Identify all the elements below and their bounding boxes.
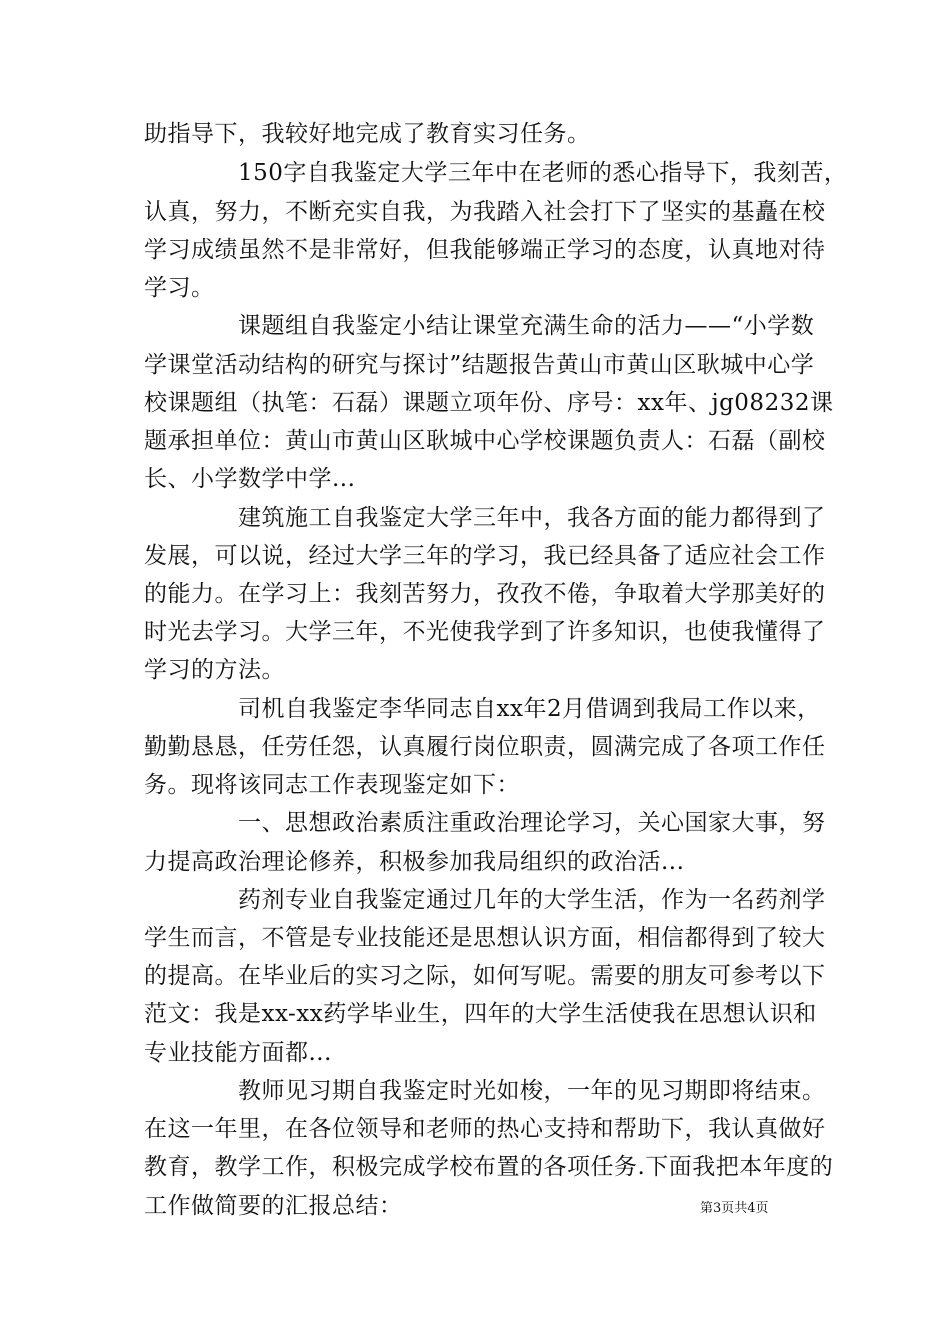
text-line: 力提高政治理论修养，积极参加我局组织的政治活... [144,849,685,875]
text-line: 建筑施工自我鉴定大学三年中，我各方面的能力都得到了 [144,505,826,531]
text-line: 长、小学数学中学... [144,466,356,492]
page-number-footer: 第3页共4页 [700,1201,769,1216]
text-line: 教育，教学工作，积极完成学校布置的各项任务.下面我把本年度的 [144,1154,834,1180]
text-line: 学习成绩虽然不是非常好，但我能够端正学习的态度，认真地对待 [144,237,826,263]
text-line: 教师见习期自我鉴定时光如梭，一年的见习期即将结束。 [144,1078,826,1104]
text-line: 的提高。在毕业后的实习之际，如何写呢。需要的朋友可参考以下 [144,963,826,989]
text-line: 在这一年里，在各位领导和老师的热心支持和帮助下，我认真做好 [144,1116,826,1142]
text-line: 认真，努力，不断充实自我，为我踏入社会打下了坚实的基矗在校 [144,199,826,225]
text-line: 发展，可以说，经过大学三年的学习，我已经具备了适应社会工作 [144,543,826,569]
text-line: 校课题组（执笔：石磊）课题立项年份、序号：xx年、jg08232课 [144,390,834,416]
text-line: 的能力。在学习上：我刻苦努力，孜孜不倦，争取着大学那美好的 [144,581,826,607]
text-line: 学生而言，不管是专业技能还是思想认识方面，相信都得到了较大 [144,925,826,951]
text-line: 题承担单位：黄山市黄山区耿城中心学校课题负责人：石磊（副校 [144,428,826,454]
text-line: 专业技能方面都... [144,1040,332,1066]
text-line: 工作做简要的汇报总结： [144,1193,403,1219]
text-line: 司机自我鉴定李华同志自xx年2月借调到我局工作以来， [144,696,821,722]
text-line: 范文：我是xx-xx药学毕业生，四年的大学生活使我在思想认识和 [144,1001,817,1027]
text-line: 课题组自我鉴定小结让课堂充满生命的活力——“小学数 [144,313,815,339]
text-line: 学课堂活动结构的研究与探讨”结题报告黄山市黄山区耿城中心学 [144,352,815,378]
text-line: 务。现将该同志工作表现鉴定如下： [144,772,520,798]
text-line: 一、思想政治素质注重政治理论学习，关心国家大事，努 [144,810,826,836]
text-line: 助指导下，我较好地完成了教育实习任务。 [144,121,591,147]
text-line: 药剂专业自我鉴定通过几年的大学生活，作为一名药剂学 [144,887,826,913]
text-line: 学习的方法。 [144,657,285,683]
text-line: 勤勤恳恳，任劳任怨，认真履行岗位职责，圆满完成了各项工作任 [144,734,826,760]
text-line: 150字自我鉴定大学三年中在老师的悉心指导下，我刻苦， [144,160,848,186]
text-line: 时光去学习。大学三年，不光使我学到了许多知识，也使我懂得了 [144,619,826,645]
text-line: 学习。 [144,275,215,301]
